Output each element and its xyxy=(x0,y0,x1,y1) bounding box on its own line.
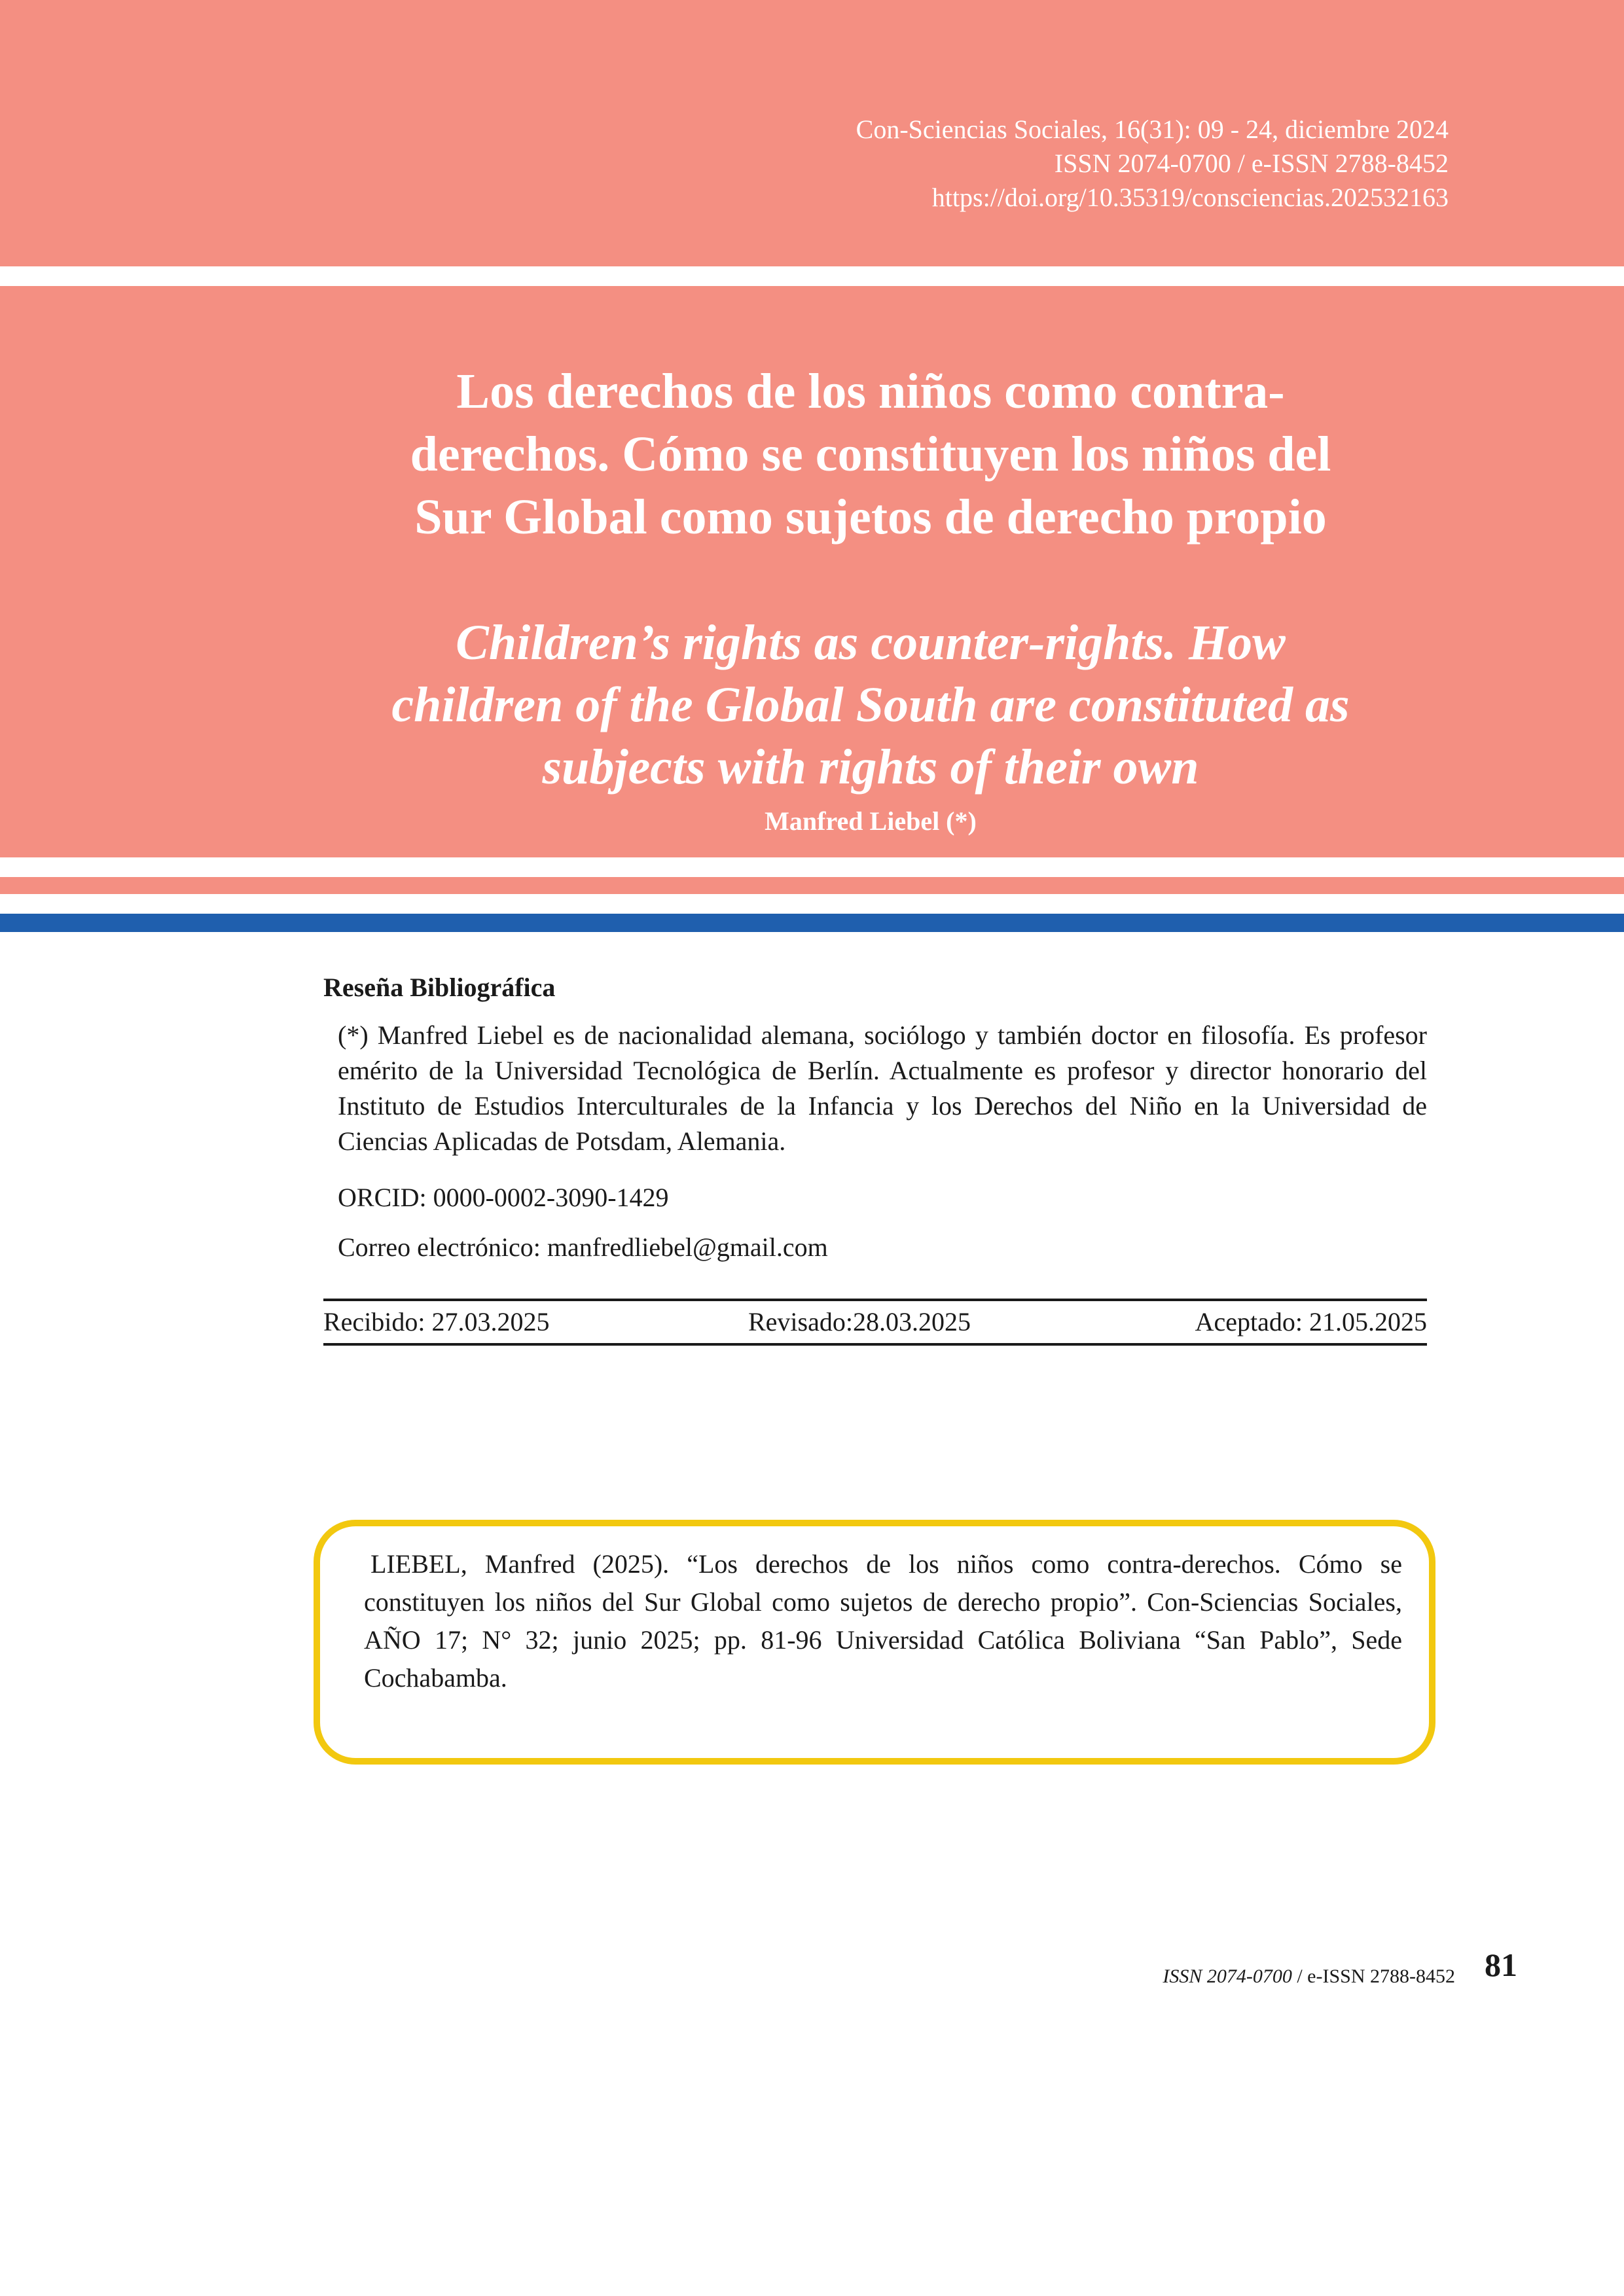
date-revised: Revisado:28.03.2025 xyxy=(748,1307,971,1336)
journal-issn: ISSN 2074-0700 / e-ISSN 2788-8452 xyxy=(1054,149,1449,178)
journal-doi[interactable]: https://doi.org/10.35319/consciencias.202532163 xyxy=(931,183,1449,212)
title-en-line: subjects with rights of their own xyxy=(542,740,1199,795)
footer-issn xyxy=(1163,1964,1455,1990)
page-number: 81 xyxy=(1485,1946,1517,1983)
author-orcid: ORCID: 0000-0002-3090-1429 xyxy=(338,1183,669,1212)
article-title-spanish xyxy=(249,360,1492,548)
decorative-stripe-salmon xyxy=(0,877,1624,894)
author-email: Correo electrónico: manfredliebel@gmail.com xyxy=(338,1232,828,1262)
dates-divider-top xyxy=(323,1299,1427,1301)
dates-divider-bottom xyxy=(323,1343,1427,1346)
decorative-stripe-blue xyxy=(0,914,1624,932)
author-bio: (*) Manfred Liebel es de nacionalidad alemana, sociólogo y también doctor en filosofía. Es profesor emérito de la Universidad Tecnológica de Berlín. Actualmente es profesor y director honorario del Instituto de Estudios Interculturales de la Infancia y los Derechos del Niño en la Universidad de Ciencias Aplicadas de Potsdam, Alemania. xyxy=(338,1020,1427,1156)
journal-citation: Con-Sciencias Sociales, 16(31): 09 - 24, diciembre 2024 xyxy=(856,115,1449,144)
article-title-english xyxy=(249,612,1492,798)
title-es-line: Sur Global como sujetos de derecho propio xyxy=(414,490,1327,545)
title-en-line: children of the Global South are constituted as xyxy=(391,677,1350,732)
article-author: Manfred Liebel (*) xyxy=(765,806,977,836)
section-label: Reseña Bibliográfica xyxy=(323,973,556,1002)
date-accepted: Aceptado: 21.05.2025 xyxy=(1195,1307,1427,1336)
title-es-line: derechos. Cómo se constituyen los niños del xyxy=(410,427,1331,482)
citation-text: LIEBEL, Manfred (2025). “Los derechos de los niños como contra-derechos. Cómo se constituyen los niños del Sur Global como sujetos de derecho propio”. Con-Sciencias Sociales, AÑO 17; N° 32; junio 2025; pp. 81-96 Universidad Católica Boliviana “San Pablo”, Sede Cochabamba. xyxy=(364,1549,1402,1693)
title-es-line: Los derechos de los niños como contra- xyxy=(456,364,1285,419)
footer-issn-separator: / xyxy=(1291,1965,1308,1987)
date-received: Recibido: 27.03.2025 xyxy=(323,1307,550,1336)
journal-info xyxy=(856,113,1449,215)
footer-issn-electronic: e-ISSN 2788-8452 xyxy=(1307,1965,1455,1987)
title-en-line: Children’s rights as counter-rights. How xyxy=(456,615,1286,670)
footer-issn-print: ISSN 2074-0700 xyxy=(1163,1965,1292,1987)
